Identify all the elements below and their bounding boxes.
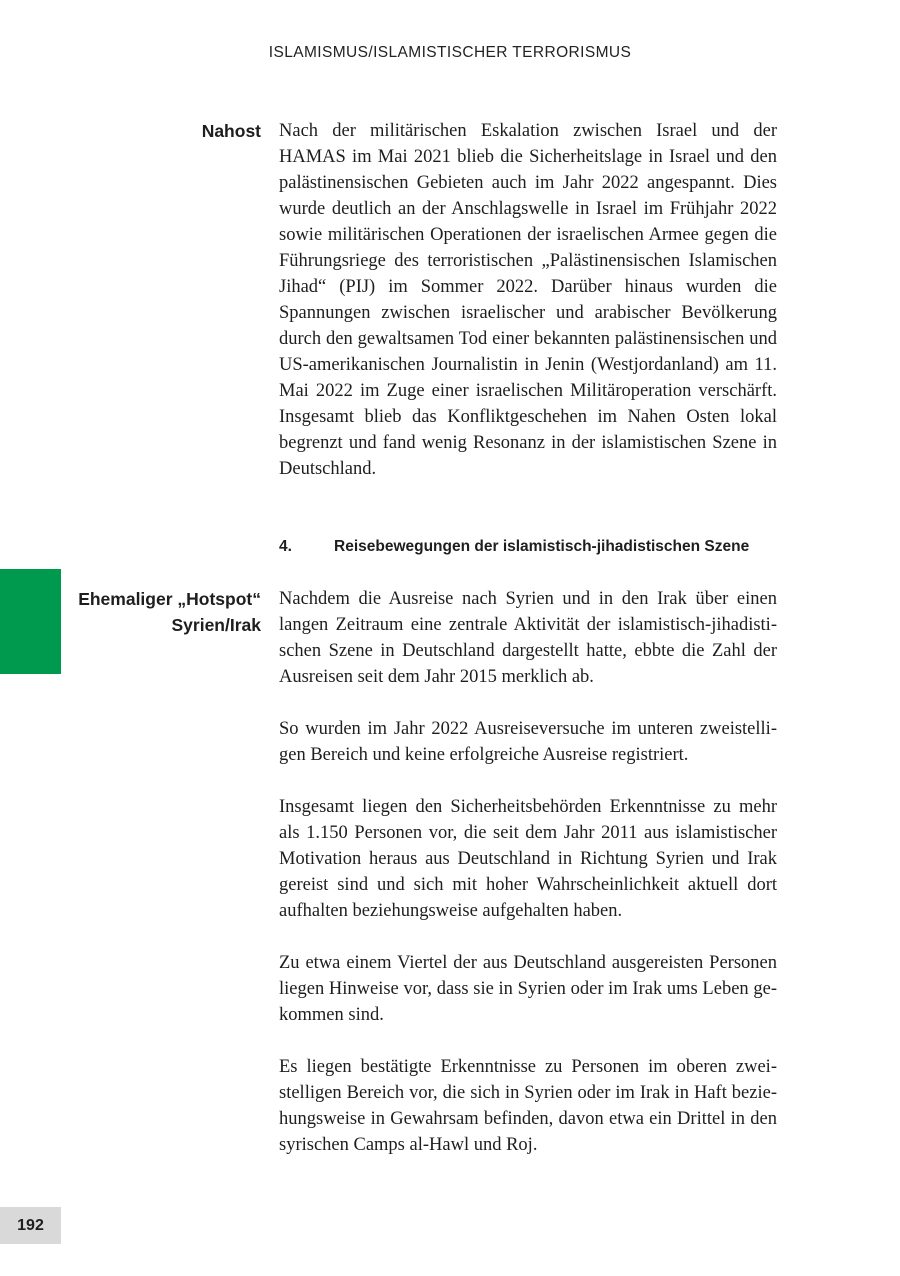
chapter-marker-tab xyxy=(0,569,61,674)
margin-label-hotspot-line1: Ehemaliger „Hotspot“ xyxy=(78,589,261,609)
hotspot-paragraph: Insgesamt liegen den Sicherheitsbehörden Erkenntnisse zu mehr als 1.150 Personen vor, die seit dem Jahr 2011 aus islamistischer Motivation heraus aus Deutschland in Richtung Syrien und Irak gereist sind und sich mit hoher Wahrscheinlichkeit aktuell dort aufhalten beziehungsweise aufgehalten haben. xyxy=(279,797,777,921)
section-title: Reisebewegungen der islamistisch-jihadistischen Szene xyxy=(334,538,750,555)
margin-label-hotspot xyxy=(78,586,261,638)
hotspot-paragraph: Nachdem die Ausreise nach Syrien und in den Irak über einen langen Zeitraum eine zentrale Aktivität der islamistisch-jihadistischen Szene in Deutschland dargestellt hatte, ebbte die Zahl der Ausreisen seit dem Jahr 2015 merklich ab. xyxy=(279,589,777,687)
margin-label-hotspot-line2: Syrien/Irak xyxy=(171,615,261,635)
section-heading xyxy=(279,535,799,559)
running-header: ISLAMISMUS/ISLAMISTISCHER TERRORISMUS xyxy=(268,44,632,61)
hotspot-paragraph: Zu etwa einem Viertel der aus Deutschland ausgereisten Personen liegen Hinweise vor, dass sie in Syrien oder im Irak ums Leben gekommen sind. xyxy=(279,953,777,1025)
nahost-paragraph: Nach der militärischen Eskalation zwischen Israel und der HAMAS im Mai 2021 blieb die Sicherheitslage in Israel und den palästinensischen Gebieten auch im Jahr 2022 angespannt. Dies wurde deutlich an der Anschlagswelle in Israel im Frühjahr 2022 sowie militärischen Operationen der israelischen Armee gegen die Führungsriege des terroristischen „Palästinensischen Islamischen Jihad“ (PIJ) im Sommer 2022. Darüber hinaus wurden die Spannungen zwischen israelischer und arabischer Bevölkerung durch den gewaltsamen Tod einer bekannten palästinensischen und US-amerikanischen Journalistin in Jenin (Westjordanland) am 11. Mai 2022 im Zuge einer israelischen Militäroperation verschärft. Insgesamt blieb das Konfliktgeschehen im Nahen Osten lokal begrenzt und fand wenig Resonanz in der islamistischen Szene in Deutschland. xyxy=(279,121,777,479)
margin-label-nahost: Nahost xyxy=(201,121,261,141)
section-number: 4. xyxy=(279,538,292,555)
hotspot-section xyxy=(279,586,777,1158)
hotspot-paragraph: So wurden im Jahr 2022 Ausreiseversuche im unteren zweistelligen Bereich und keine erfolgreiche Ausreise registriert. xyxy=(279,719,777,765)
hotspot-paragraph: Es liegen bestätigte Erkenntnisse zu Personen im oberen zweistelligen Bereich vor, die sich in Syrien oder im Irak in Haft beziehungsweise in Gewahrsam befinden, davon etwa ein Drittel in den syrischen Camps al-Hawl und Roj. xyxy=(279,1057,777,1155)
page-number: 192 xyxy=(0,1207,61,1244)
nahost-section xyxy=(279,118,777,482)
